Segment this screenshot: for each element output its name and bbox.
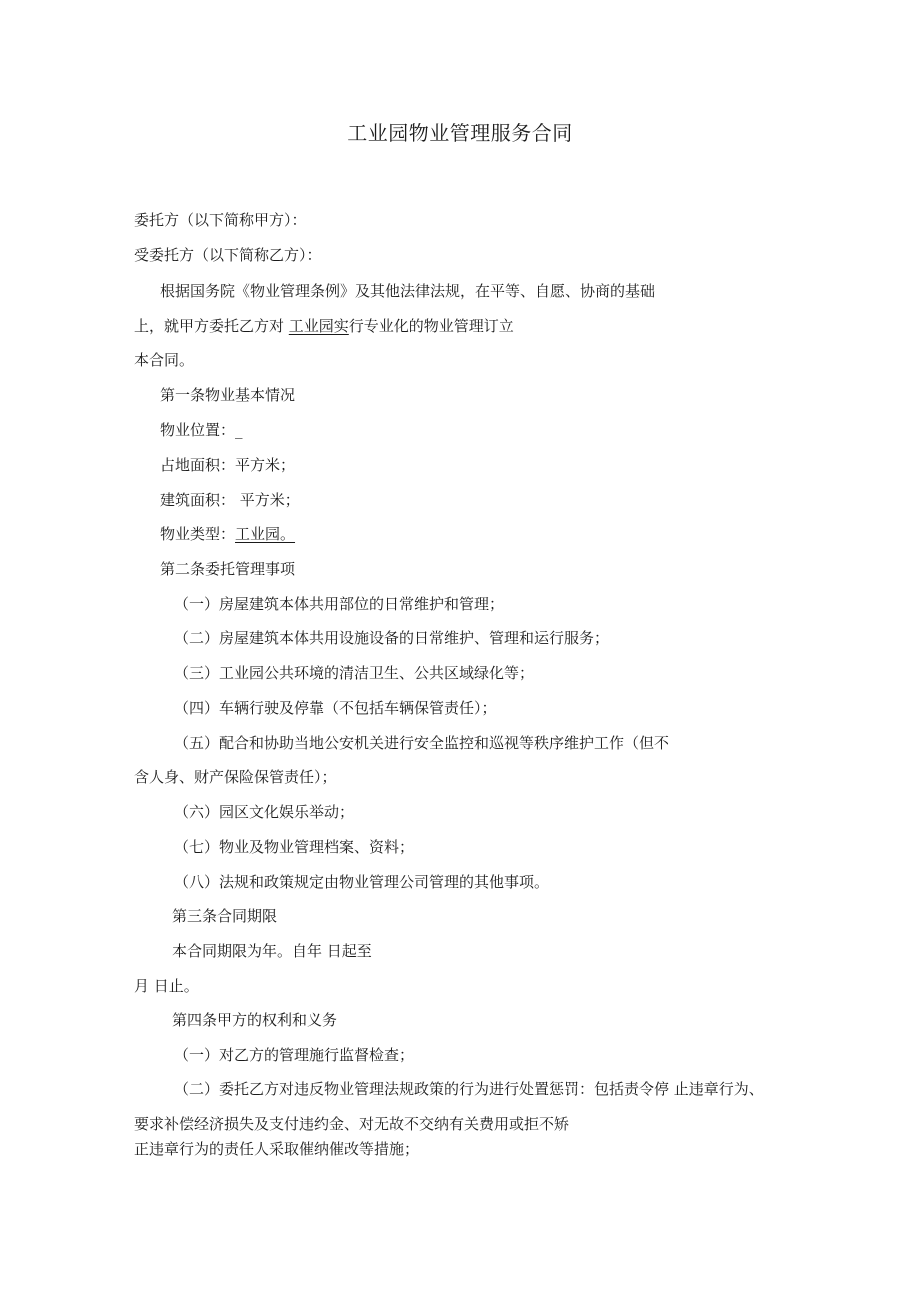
article-2-item: （一）房屋建筑本体共用部位的日常维护和管理；	[174, 595, 505, 613]
intro-text-c: 行专业化的物业管理订立	[348, 317, 514, 335]
land-area: 占地面积：平方米；	[160, 456, 296, 474]
article-2-item-continued: 含人身、财产保险保管责任）；	[134, 768, 337, 786]
article-2-item: （四）车辆行驶及停靠（不包括车辆保管责任）；	[174, 699, 497, 717]
property-type	[160, 524, 295, 544]
article-4-heading: 第四条甲方的权利和义务	[172, 1011, 338, 1029]
intro-text-a: 上，就甲方委托乙方对	[134, 317, 289, 335]
contract-term-line-1: 本合同期限为年。自年 日起至	[172, 942, 372, 960]
article-4-item: （二）委托乙方对违反物业管理法规政策的行为进行处置惩罚：包括责令停 止违章行为、	[174, 1080, 764, 1098]
article-4-item-continued: 要求补偿经济损失及支付违约金、对无故不交纳有关费用或拒不矫	[134, 1115, 570, 1133]
intro-paragraph-line-1: 根据国务院《物业管理条例》及其他法律法规，在平等、自愿、协商的基础	[160, 282, 656, 300]
intro-paragraph-line-3: 本合同。	[134, 351, 195, 369]
building-area: 建筑面积： 平方米；	[160, 491, 300, 509]
article-3-heading: 第三条合同期限	[172, 907, 278, 925]
article-2-item: （八）法规和政策规定由物业管理公司管理的其他事项。	[174, 873, 550, 891]
intro-paragraph-line-2	[134, 316, 514, 336]
property-type-label: 物业类型：	[160, 525, 236, 543]
article-4-item: （一）对乙方的管理施行监督检查；	[174, 1046, 415, 1064]
article-2-item: （五）配合和协助当地公安机关进行安全监控和巡视等秩序维护工作（但不	[174, 734, 670, 752]
party-a-line: 委托方（以下简称甲方）：	[134, 211, 307, 229]
page-title: 工业园物业管理服务合同	[347, 121, 573, 145]
article-2-item: （二）房屋建筑本体共用设施设备的日常维护、管理和运行服务；	[174, 629, 610, 647]
article-2-item: （七）物业及物业管理档案、资料；	[174, 838, 415, 856]
article-4-item-continued: 正违章行为的责任人采取催纳催改等措施；	[134, 1140, 420, 1158]
property-type-value: 工业园。	[235, 525, 296, 543]
property-location: 物业位置：_	[160, 421, 243, 439]
article-2-item: （六）园区文化娱乐举动；	[174, 803, 355, 821]
contract-term-line-2: 月 日止。	[134, 977, 199, 995]
party-b-line: 受委托方（以下简称乙方）：	[134, 246, 322, 264]
article-2-item: （三）工业园公共环境的清洁卫生、公共区域绿化等；	[174, 664, 535, 682]
article-1-heading: 第一条物业基本情况	[160, 386, 296, 404]
article-2-heading: 第二条委托管理事项	[160, 560, 296, 578]
intro-underlined-park: 工业园实	[288, 317, 349, 335]
